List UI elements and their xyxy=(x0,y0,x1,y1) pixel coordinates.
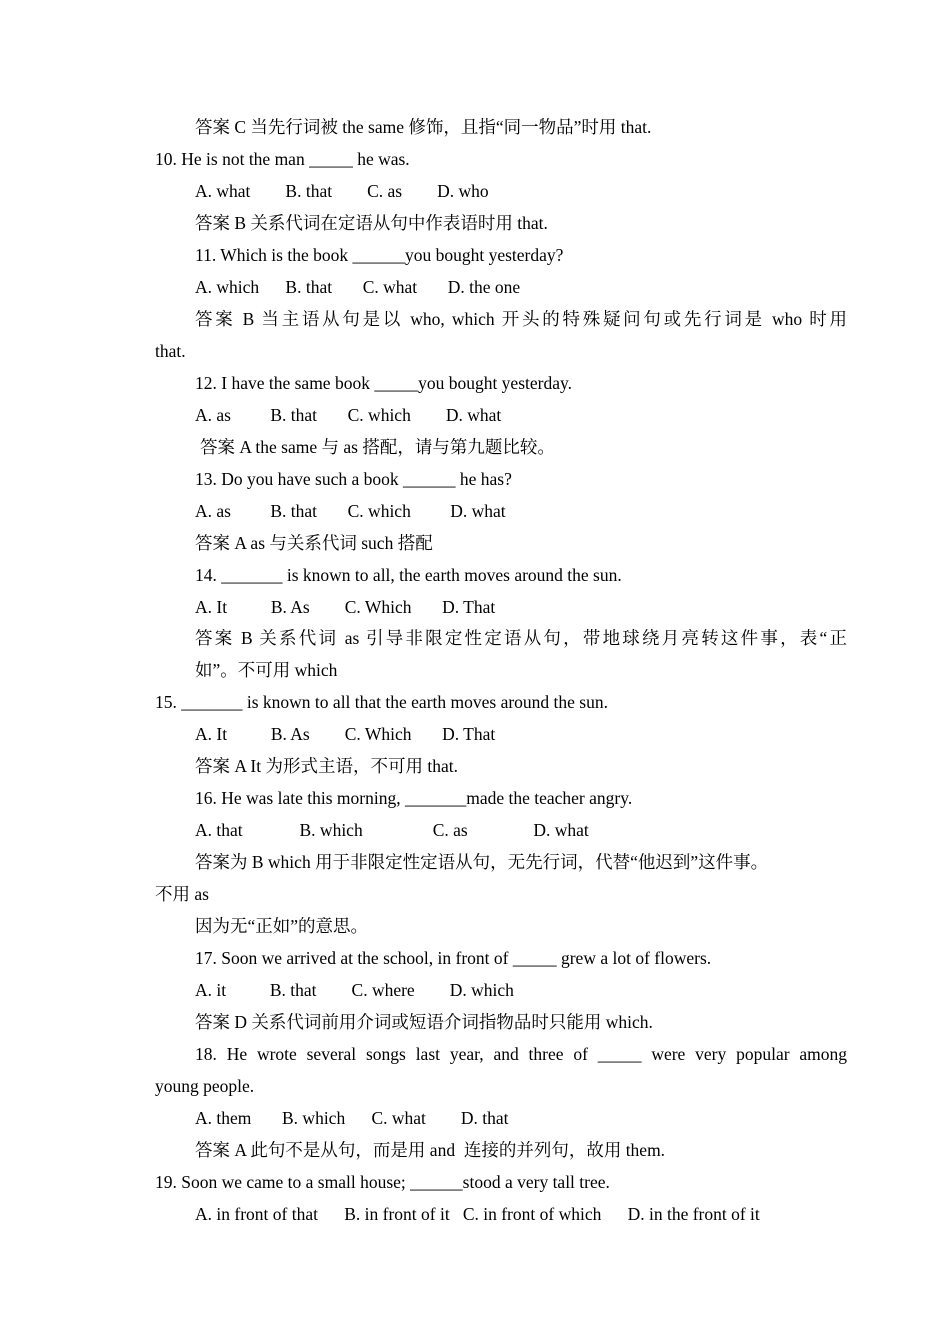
options-line: A. which B. that C. what D. the one xyxy=(195,277,521,297)
question-line: 16. He was late this morning, _______made the teacher angry. xyxy=(195,788,633,808)
answer-line: 答案 D 关系代词前用介词或短语介词指物品时只能用 which. xyxy=(195,1012,653,1032)
question-line: 17. Soon we arrived at the school, in front of _____ grew a lot of flowers. xyxy=(195,948,712,968)
options-line: A. in front of that B. in front of it C. in front of which D. in the front of it xyxy=(195,1204,760,1224)
options-line: A. as B. that C. which D. what xyxy=(195,405,502,425)
question-line: 14. _______ is known to all, the earth moves around the sun. xyxy=(195,565,622,585)
options-line: A. what B. that C. as D. who xyxy=(195,181,489,201)
options-line: A. It B. As C. Which D. That xyxy=(195,724,496,744)
answer-line: 答案 C 当先行词被 the same 修饰，且指“同一物品”时用 that. xyxy=(195,117,652,137)
answer-line: 答案为 B which 用于非限定性定语从句，无先行词，代替“他迟到”这件事。 xyxy=(195,852,769,872)
options-line: A. that B. which C. as D. what xyxy=(195,820,589,840)
question-line: 11. Which is the book ______you bought yesterday? xyxy=(195,245,564,265)
answer-line: 答案 B 关系代词在定语从句中作表语时用 that. xyxy=(195,213,548,233)
answer-continuation: that. xyxy=(155,341,186,361)
question-continuation: young people. xyxy=(155,1076,255,1096)
question-line: 12. I have the same book _____you bought yesterday. xyxy=(195,373,572,393)
question-line: 13. Do you have such a book ______ he has? xyxy=(195,469,512,489)
answer-line: 答案 A the same 与 as 搭配，请与第九题比较。 xyxy=(200,437,555,457)
question-line: 10. He is not the man _____ he was. xyxy=(155,149,410,169)
answer-continuation: 因为无“正如”的意思。 xyxy=(195,916,369,936)
answer-line: 答案 A as 与关系代词 such 搭配 xyxy=(195,533,433,553)
answer-line: 答案 A It 为形式主语，不可用 that. xyxy=(195,756,458,776)
options-line: A. as B. that C. which D. what xyxy=(195,501,506,521)
answer-continuation: 不用 as xyxy=(155,884,209,904)
answer-line: 答案 B 关系代词 as 引导非限定性定语从句，带地球绕月亮转这件事，表“正 xyxy=(195,628,847,648)
options-line: A. It B. As C. Which D. That xyxy=(195,597,496,617)
question-line: 18. He wrote several songs last year, and three of _____ were very popular among xyxy=(195,1044,847,1064)
question-line: 15. _______ is known to all that the earth moves around the sun. xyxy=(155,692,608,712)
options-line: A. them B. which C. what D. that xyxy=(195,1108,509,1128)
answer-line: 答案 B 当主语从句是以 who, which 开头的特殊疑问句或先行词是 who 时用 xyxy=(195,309,847,329)
options-line: A. it B. that C. where D. which xyxy=(195,980,514,1000)
answer-line: 答案 A 此句不是从句，而是用 and 连接的并列句，故用 them. xyxy=(195,1140,666,1160)
answer-continuation: 如”。不可用 which xyxy=(195,660,338,680)
question-line: 19. Soon we came to a small house; ______stood a very tall tree. xyxy=(155,1172,610,1192)
